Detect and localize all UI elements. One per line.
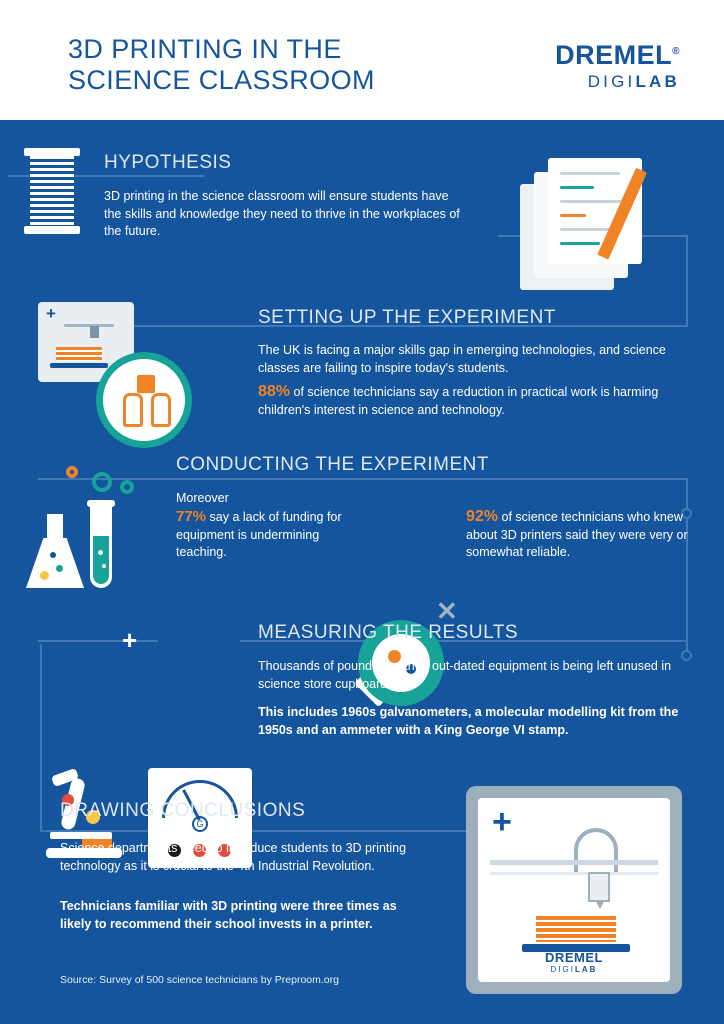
section-body-bold-measuring: This includes 1960s galvanometers, a molecular modelling kit from the 1950s and an ammeter with a King George VI stamp. xyxy=(258,705,679,737)
header xyxy=(0,0,724,120)
page-title: 3D PRINTING IN THE SCIENCE CLASSROOM xyxy=(68,34,375,95)
section-title-hypothesis: HYPOTHESIS xyxy=(104,152,232,173)
ring-icon xyxy=(66,466,78,478)
stat-value-88: 88% xyxy=(258,383,291,400)
logo-sub-wordmark: DIGILAB xyxy=(587,72,680,91)
stat-value-77: 77% xyxy=(176,508,207,525)
x-mark-icon: ✕ xyxy=(436,596,458,626)
3d-printer-large-icon xyxy=(466,786,682,994)
printer-logo xyxy=(478,950,670,974)
section-title-conclusions: DRAWING CONCLUSIONS xyxy=(60,800,306,821)
section-title-conducting: CONDUCTING THE EXPERIMENT xyxy=(176,454,490,475)
hands-holding-cube-icon xyxy=(96,352,192,448)
connector-line xyxy=(38,640,158,642)
section-body-measuring: Thousands of pound's worth of out-dated equipment is being left unused in science store cupboards. xyxy=(258,659,672,691)
plus-icon: + xyxy=(492,803,512,841)
section-title-setting-up: SETTING UP THE EXPERIMENT xyxy=(258,307,556,328)
section-stat-conducting xyxy=(176,508,356,562)
stat-value-92: 92% xyxy=(466,508,499,525)
filament-spool-icon xyxy=(24,148,80,234)
stat2-body-conducting: of science technicians who knew about 3D printers said they were very or somewhat reliable. xyxy=(466,510,688,559)
section-body-setting-up: The UK is facing a major skills gap in emerging technologies, and science classes are failing to inspire today's students. xyxy=(258,343,666,375)
infographic-body xyxy=(0,120,724,1024)
ring-icon xyxy=(92,472,112,492)
section-stat-setting-up xyxy=(258,383,674,419)
stat-body-setting-up: of science technicians say a reduction in practical work is harming children's interest in science and technology. xyxy=(258,385,659,417)
section-title-measuring: MEASURING THE RESULTS xyxy=(258,622,519,643)
connector-line xyxy=(202,175,204,177)
flask-icon xyxy=(22,508,88,588)
plus-icon: + xyxy=(122,625,138,655)
section-body-hypothesis: 3D printing in the science classroom will ensure students have the skills and knowledge they need to thrive in the workplaces of the future. xyxy=(104,189,460,238)
logo-wordmark: DREMEL® xyxy=(555,40,680,70)
stat-body-conducting: say a lack of funding for equipment is undermining teaching. xyxy=(176,510,342,559)
printer-logo-bottom: DIGILAB xyxy=(550,965,598,974)
section-lead-conducting: Moreover xyxy=(176,491,229,505)
test-tube-icon xyxy=(86,490,116,588)
ring-icon xyxy=(120,480,134,494)
plus-icon: + xyxy=(46,304,56,323)
connector-line xyxy=(686,235,688,325)
connector-line xyxy=(686,478,688,654)
printer-logo-top: DREMEL xyxy=(545,950,603,965)
gauge-center-label: G xyxy=(192,816,208,832)
documents-pencil-icon xyxy=(520,158,670,284)
registered-mark-icon: ® xyxy=(672,46,680,57)
section-body-bold-conclusions: Technicians familiar with 3D printing were three times as likely to recommend their school invests in a printer. xyxy=(60,899,397,931)
source-note: Source: Survey of 500 science technicians by Preproom.org xyxy=(60,974,339,986)
dremel-logo xyxy=(555,40,680,92)
section-body-conclusions: Science departments need to introduce students to 3D printing technology as it is crucial to the 4th Industrial Revolution. xyxy=(60,841,407,873)
connector-line xyxy=(38,478,688,480)
section-stat2-conducting xyxy=(466,508,694,562)
